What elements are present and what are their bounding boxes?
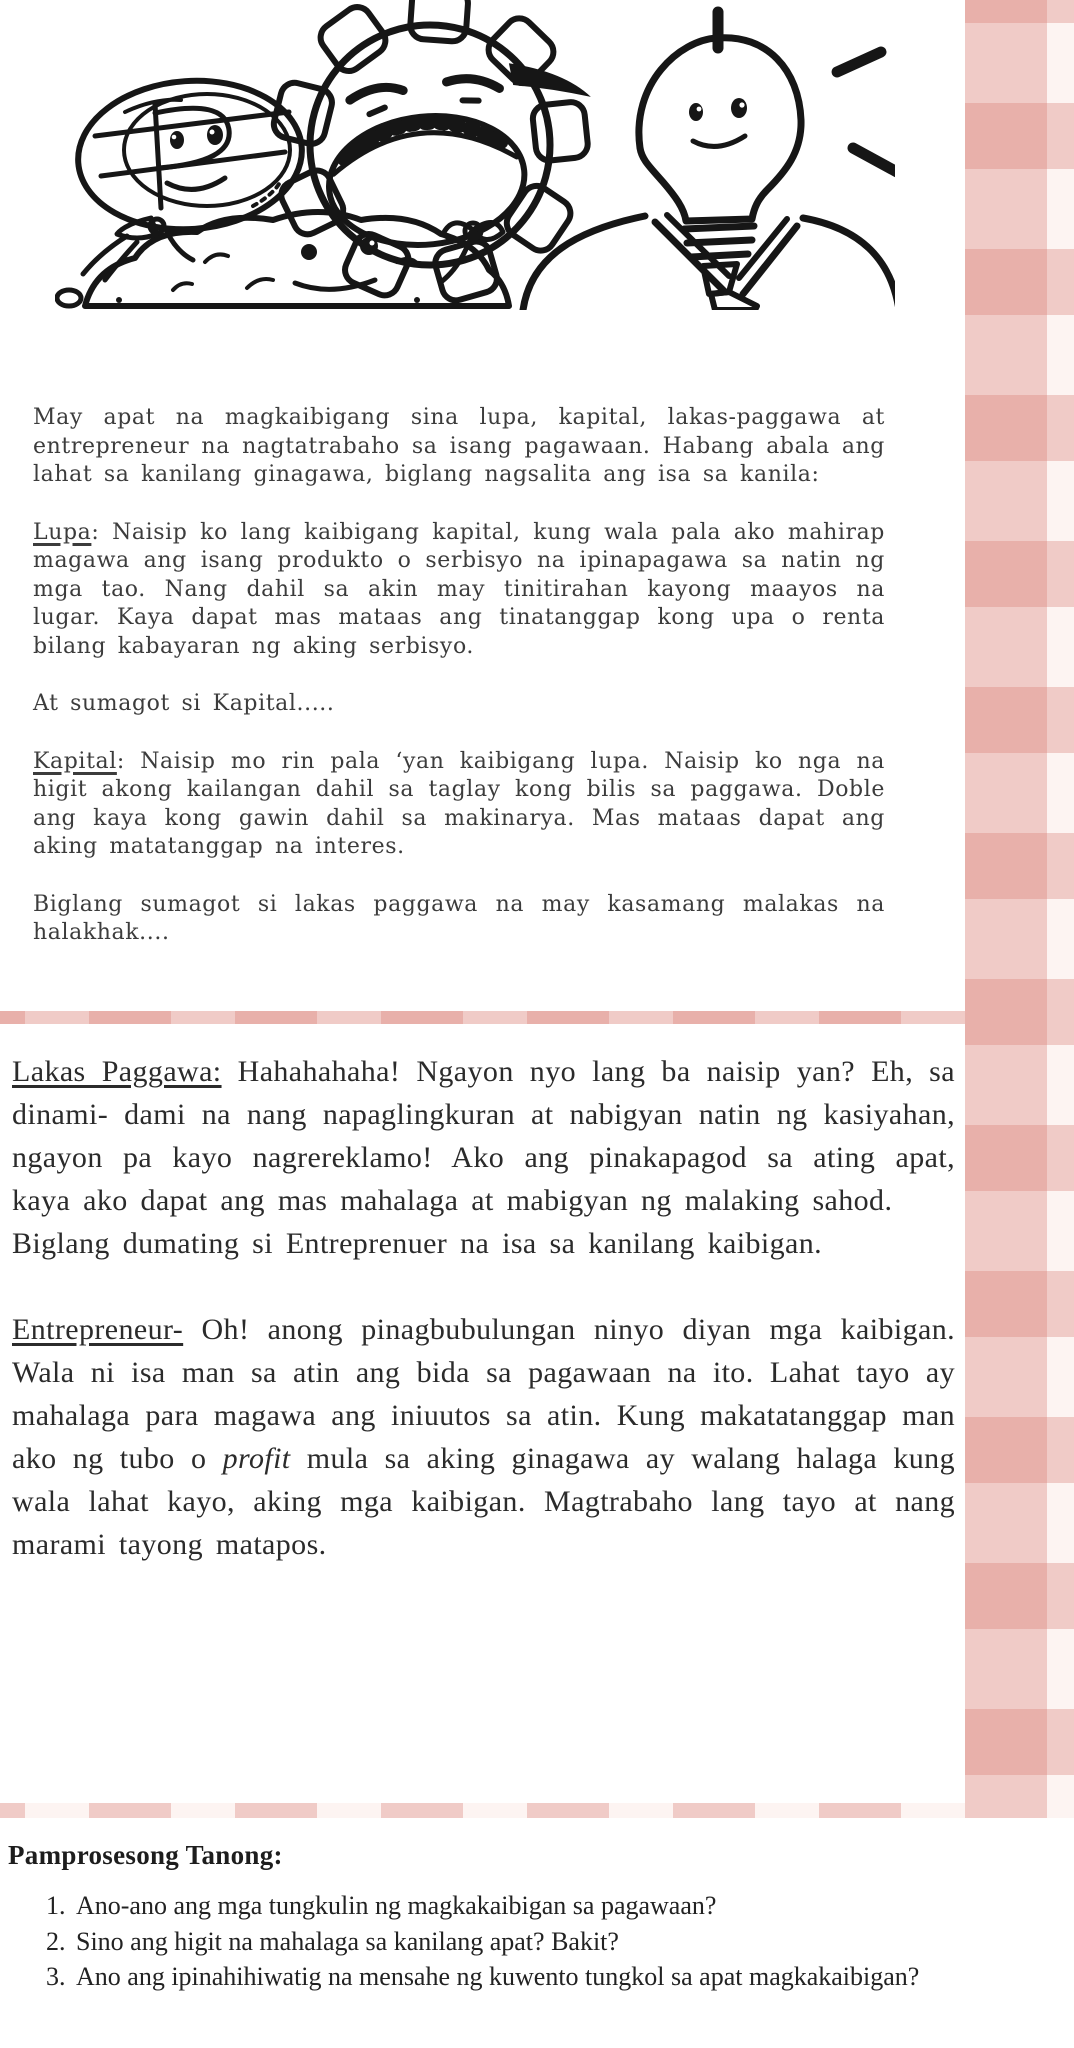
question-item: 2. Sino ang higit na mahalaga sa kanilang apat? Bakit? xyxy=(72,1924,1066,1960)
kapital-dialogue xyxy=(33,748,885,862)
lakas-text: Hahahahaha! Ngayon nyo lang ba naisip yan? Eh, sa dinami- dami na nang napaglingkuran at nabigyan natin ng kasiyahan, ngayon pa kayo nagrereklamo! Ako ang pinakapagod sa ating apat, kaya ako dapat ang mas mahalaga at mabigyan ng malaking sahod. xyxy=(12,1055,955,1217)
lightbulb-entrepreneur-drawing xyxy=(523,12,895,310)
lakas-dialogue xyxy=(12,1050,955,1222)
question-item: 3. Ano ang ipinahihiwatig na mensahe ng kuwento tungkol sa apat magkakaibigan? xyxy=(72,1959,1066,1995)
entrepreneur-dialogue xyxy=(12,1308,955,1566)
question-item: 1. Ano-ano ang mga tungkulin ng magkakaibigan sa pagawaan? xyxy=(72,1888,1066,1924)
gear-labor-drawing xyxy=(257,0,611,310)
story-text-block-2 xyxy=(12,1050,955,1566)
kapital-text: : Naisip mo rin pala ‘yan kaibigang lupa. Naisip ko nga na higit akong kailangan dahil sa taglay kong bilis sa paggawa. Doble ang kaya kong gawin dahil sa makinarya. Mas mataas dapat ang aking matatanggap na interes. xyxy=(33,748,885,859)
entrepreneur-cue: Biglang dumating si Entreprenuer na isa sa kanilang kaibigan. xyxy=(12,1227,823,1260)
lakas-cue: Biglang sumagot si lakas paggawa na may kasamang malakas na halakhak.... xyxy=(33,891,885,945)
lupa-dialogue xyxy=(33,519,885,662)
kapital-cue: At sumagot si Kapital..... xyxy=(33,691,335,716)
story-panel-top xyxy=(0,0,965,1011)
story-text-block xyxy=(33,404,885,977)
speaker-lupa: Lupa xyxy=(33,519,92,545)
entrepreneur-text-2: mula sa aking ginagawa ay walang halaga kung wala lahat kayo, aking mga kaibigan. Magtrabaho lang tayo at nang marami tayong matapos. xyxy=(12,1442,955,1561)
story-intro: May apat na magkaibigang sina lupa, kapital, lakas-paggawa at entrepreneur na nagtatrabaho sa isang pagawaan. Habang abala ang lahat sa kanilang ginagawa, biglang nagsalita ang isa sa kanila: xyxy=(33,405,885,487)
speaker-lakas: Lakas Paggawa: xyxy=(12,1055,222,1088)
lupa-text: : Naisip ko lang kaibigang kapital, kung wala pala ako mahirap magawa ang isang produkto o serbisyo na ipinapagawa sa natin ng mga tao. Nang dahil sa akin may tinitirahan kayong maayos na lugar. Kaya dapat mas mataas ang tinatanggap kong upa o renta bilang kabayaran ng aking serbisyo. xyxy=(33,519,885,659)
questions-list xyxy=(0,1888,1066,1995)
speaker-kapital: Kapital xyxy=(33,748,117,774)
entrepreneur-text-1: Oh! anong pinagbubulungan ninyo diyan mga kaibigan. Wala ni isa man sa atin ang bida sa pagawaan na ito. Lahat tayo ay mahalaga para magawa ang iniuutos sa atin. Kung makatatanggap man ako ng tubo o xyxy=(12,1313,955,1475)
peso-coin-drawing xyxy=(73,73,307,280)
characters-illustration xyxy=(55,0,895,310)
speaker-entrepreneur: Entrepreneur- xyxy=(12,1313,184,1346)
questions-panel xyxy=(0,1818,1074,2048)
profit-italic: profit xyxy=(222,1442,291,1475)
light-rays-icon xyxy=(718,12,895,172)
story-panel-middle xyxy=(0,1024,965,1803)
questions-heading: Pamprosesong Tanong: xyxy=(8,1840,283,1870)
